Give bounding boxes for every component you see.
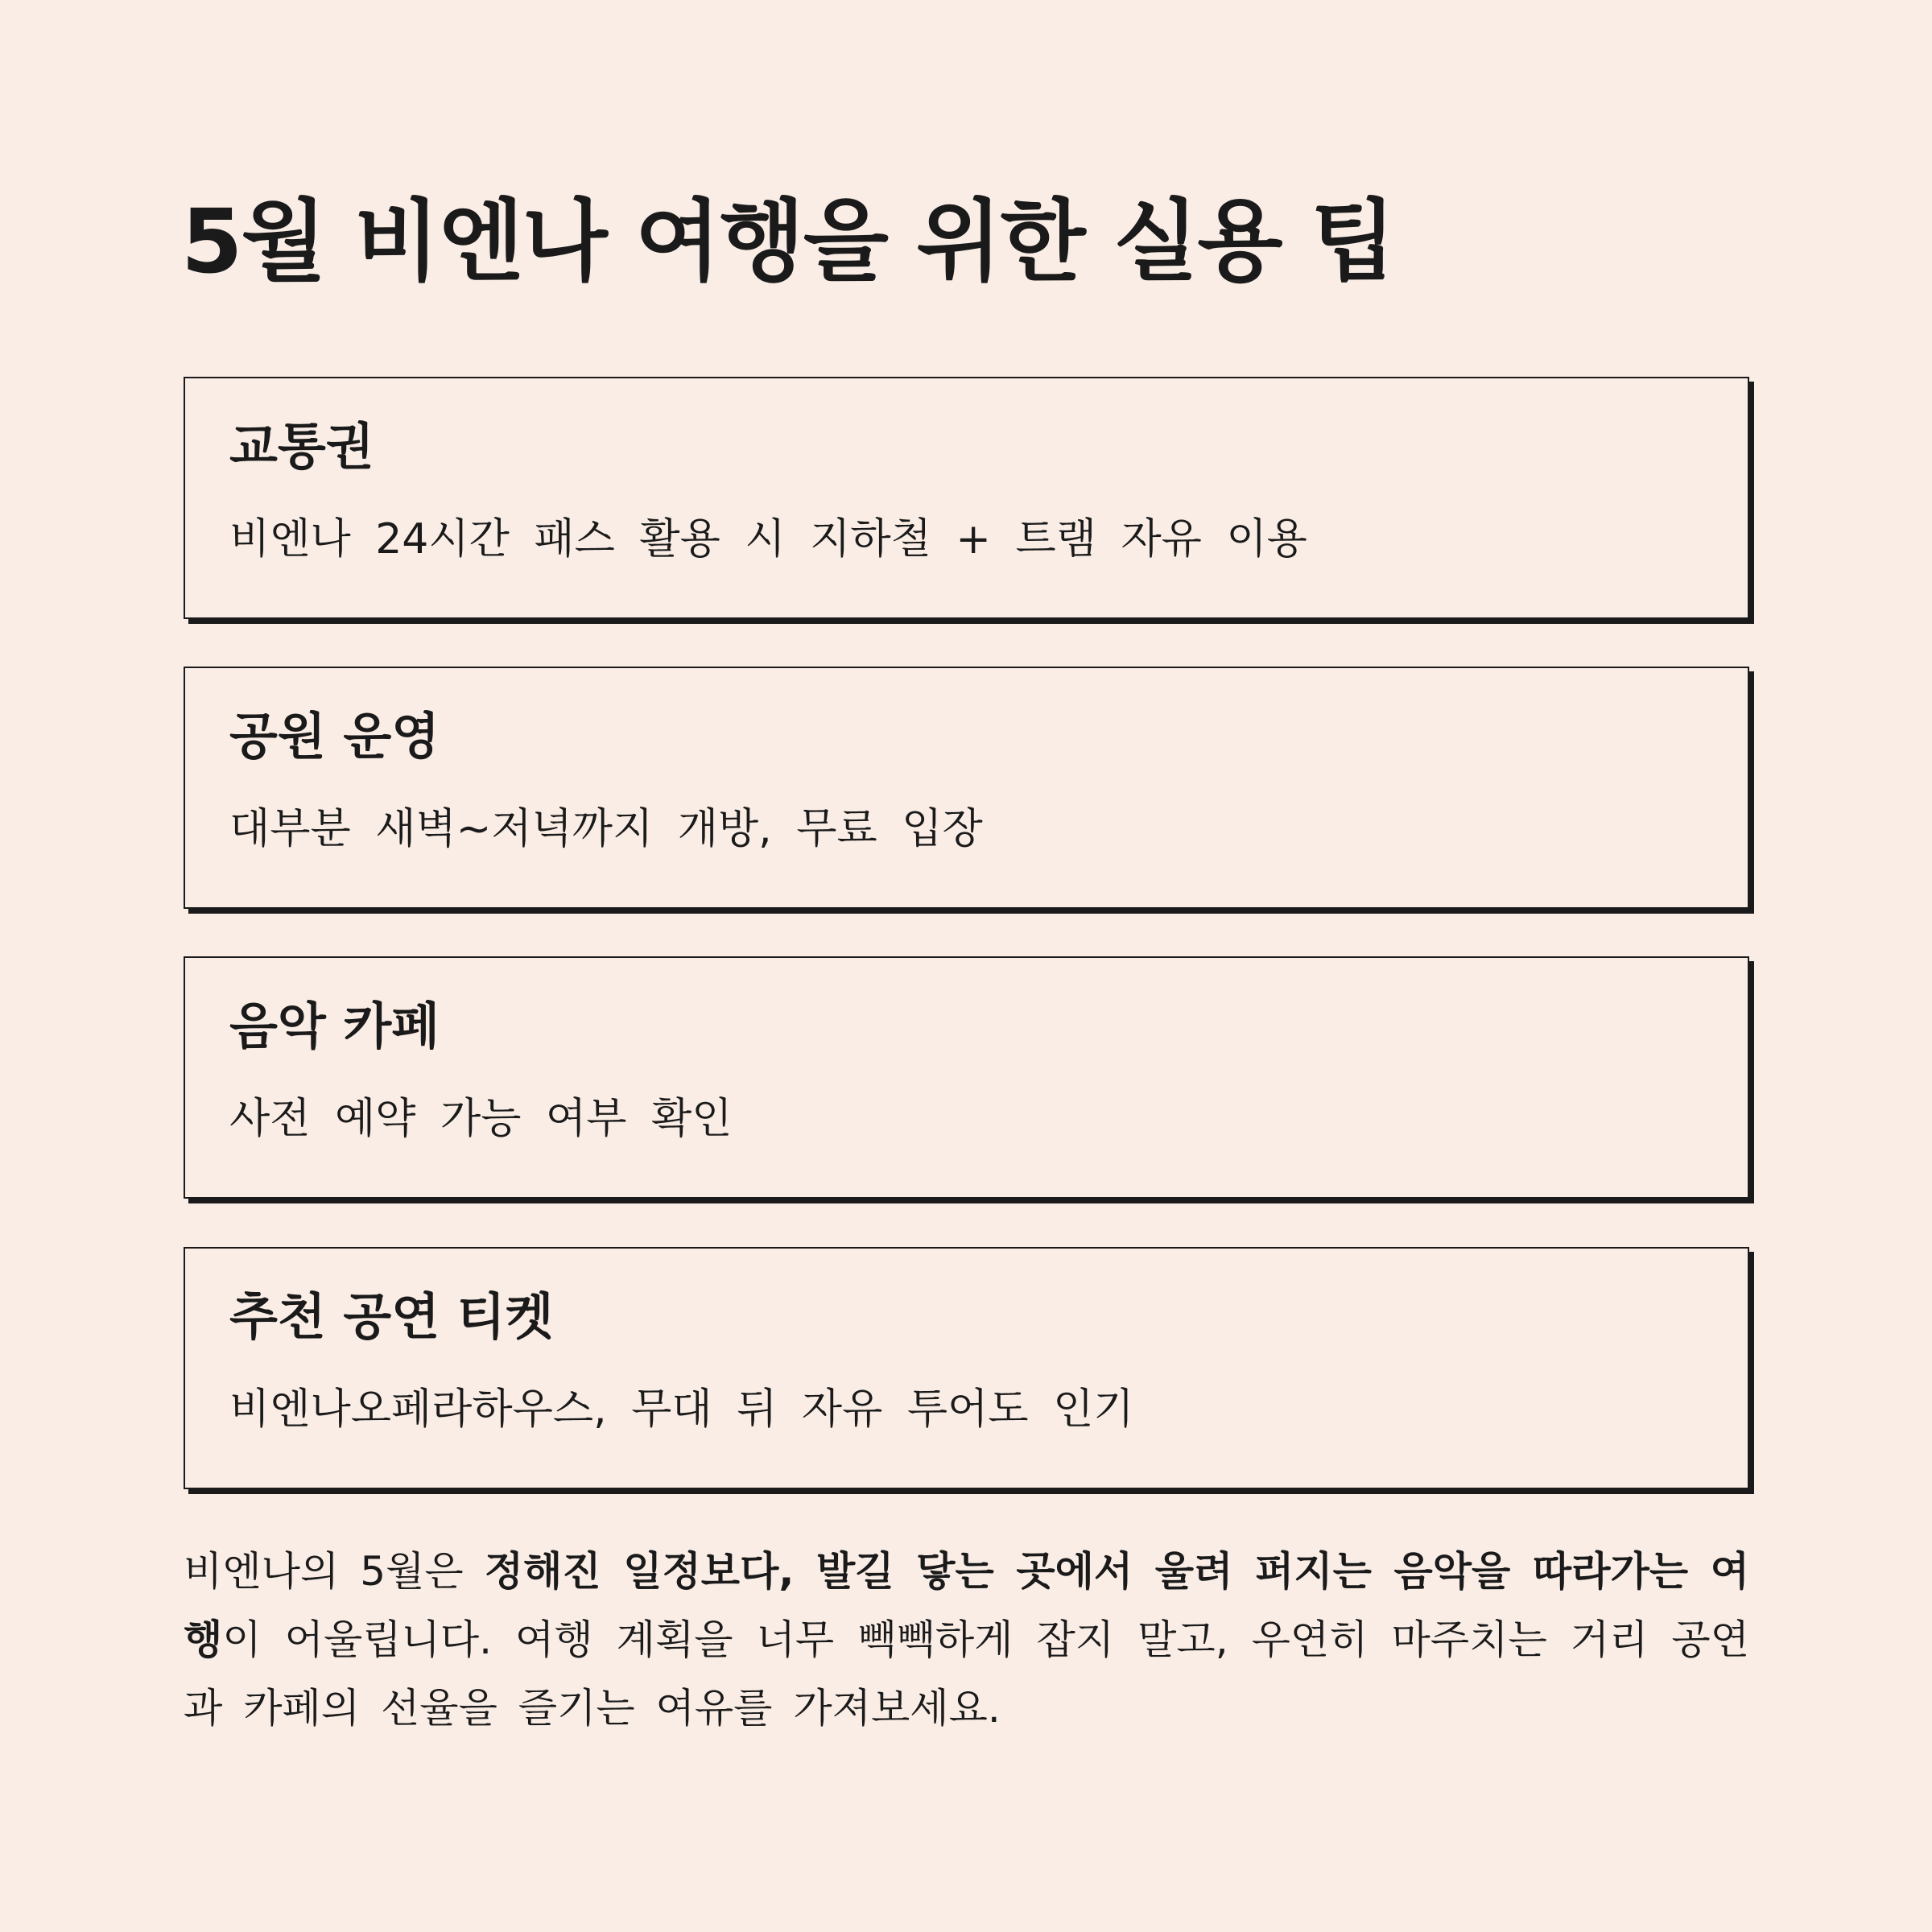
tip-card-text: 사전 예약 가능 여부 확인 — [229, 1095, 733, 1143]
tip-card-title: 공원 운영 — [229, 707, 440, 766]
footer-prefix: 비엔나의 5월은 — [184, 1548, 485, 1595]
tip-card-tickets — [184, 1247, 1749, 1489]
tip-card-title: 음악 카페 — [229, 997, 440, 1055]
tip-card-transport — [184, 377, 1749, 619]
tip-card-title: 추천 공연 티켓 — [229, 1287, 554, 1346]
tip-card-parks — [184, 667, 1749, 909]
footer-suffix: 이 어울립니다. 여행 계획을 너무 빽빽하게 잡지 말고, 우연히 마주치는 거리 공연과 카페의 선율을 즐기는 여유를 가져보세요. — [184, 1616, 1749, 1732]
tip-card-title: 교통권 — [229, 417, 374, 476]
tip-card-text: 비엔나 24시간 패스 활용 시 지하철 + 트램 자유 이용 — [229, 515, 1307, 564]
tip-card-text: 비엔나오페라하우스, 무대 뒤 자유 투어도 인기 — [229, 1385, 1134, 1434]
footer-paragraph — [184, 1538, 1749, 1743]
tip-card-text: 대부분 새벽~저녁까지 개방, 무료 입장 — [229, 805, 983, 853]
tip-card-music-cafe — [184, 956, 1749, 1199]
page-title: 5월 비엔나 여행을 위한 실용 팁 — [181, 190, 1395, 293]
footer-emphasis: 정해진 일정보다, 발길 닿는 곳에서 울려 퍼지는 음악을 따라가는 여행 — [184, 1548, 1749, 1663]
